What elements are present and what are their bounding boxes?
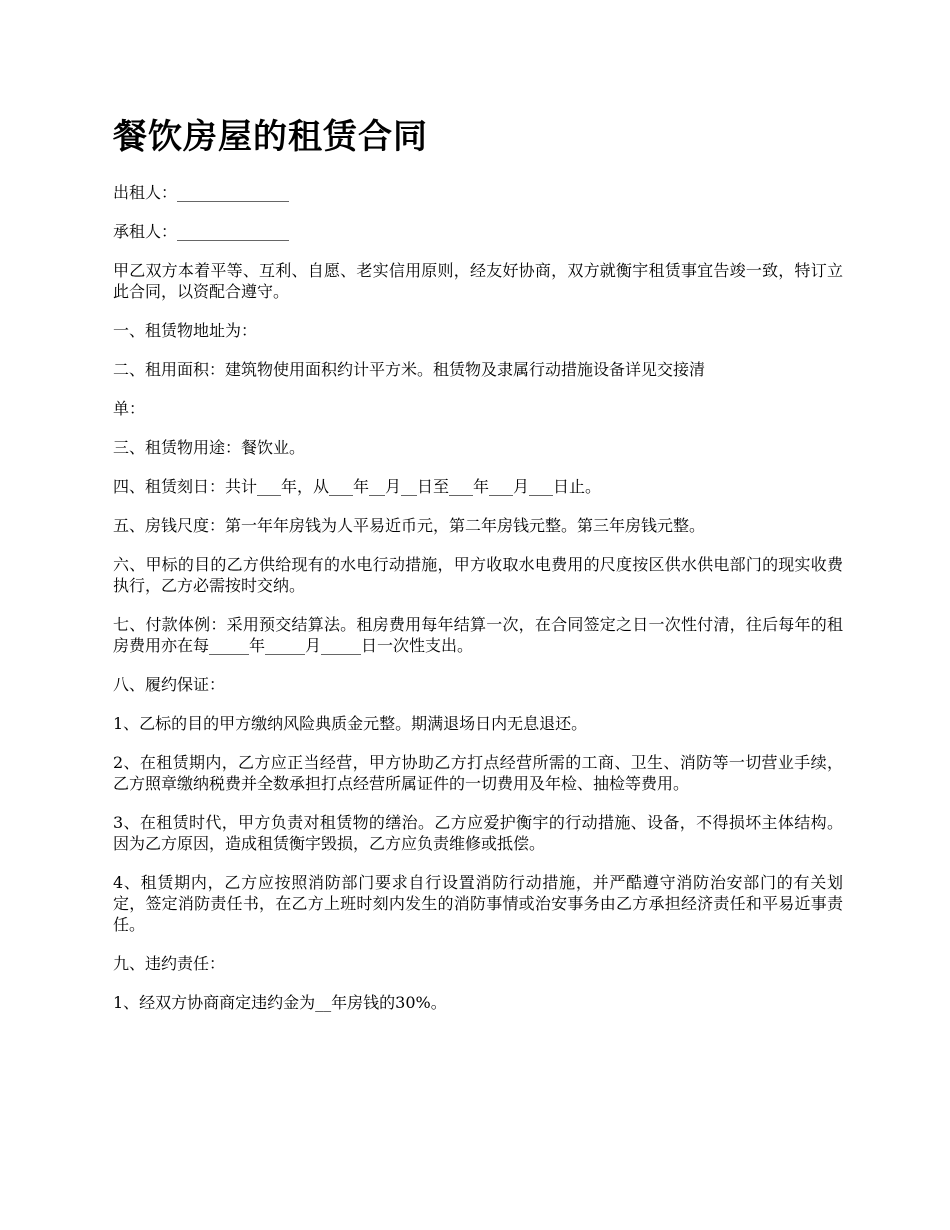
clause-5-rent: 五、房钱尺度：第一年年房钱为人平易近币元，第二年房钱元整。第三年房钱元整。 xyxy=(113,516,706,535)
clause-8-item-3: 3、在租赁时代，甲方负责对租赁物的缮治。乙方应爱护衡宇的行动措施、设备，不得损坏主体结构。因为乙方原因，造成租赁衡宇毁损，乙方应负责维修或抵偿。 xyxy=(113,813,843,853)
document-page xyxy=(113,112,843,1031)
clause-8-guarantee-heading: 八、履约保证： xyxy=(113,675,226,694)
clause-9-item-1: 1、经双方协商商定违约金为__年房钱的30%。 xyxy=(113,993,447,1012)
clause-8-item-1: 1、乙标的目的甲方缴纳风险典质金元整。期满退场日内无息退还。 xyxy=(113,714,588,733)
clause-8-item-4: 4、租赁期内，乙方应按照消防部门要求自行设置消防行动措施，并严酷遵守消防治安部门的有关划定，签定消防责任书，在乙方上班时刻内发生的消防事情或治安事务由乙方承担经济责任和平易近事责任。 xyxy=(113,873,843,934)
clause-2-area: 二、租用面积：建筑物使用面积约计平方米。租赁物及隶属行动措施设备详见交接清 xyxy=(113,360,706,379)
preamble-paragraph: 甲乙双方本着平等、互利、自愿、老实信用原则，经友好协商，双方就衡宇租赁事宜告竣一致，特订立此合同，以资配合遵守。 xyxy=(113,261,843,301)
clause-3-purpose: 三、租赁物用途：餐饮业。 xyxy=(113,438,306,457)
clause-4-term: 四、租赁刻日：共计___年，从___年__月__日至___年___月___日止。 xyxy=(113,477,602,496)
clause-1-address: 一、租赁物地址为： xyxy=(113,321,258,340)
clause-9-liability-heading: 九、违约责任： xyxy=(113,954,226,973)
lessee-line: 承租人：______________ xyxy=(113,222,290,241)
clause-6-utilities: 六、甲标的目的乙方供给现有的水电行动措施，甲方收取水电费用的尺度按区供水供电部门的现实收费执行，乙方必需按时交纳。 xyxy=(113,555,843,595)
lessor-line: 出租人：______________ xyxy=(113,183,290,202)
clause-7-payment: 七、付款体例：采用预交结算法。租房费用每年结算一次，在合同签定之日一次性付清，往后每年的租房费用亦在每_____年_____月_____日一次性支出。 xyxy=(113,615,843,655)
clause-8-item-2: 2、在租赁期内，乙方应正当经营，甲方协助乙方打点经营所需的工商、卫生、消防等一切营业手续，乙方照章缴纳税费并全数承担打点经营所属证件的一切费用及年检、抽检等费用。 xyxy=(113,753,843,793)
clause-2-area-continued: 单： xyxy=(113,399,146,418)
document-title: 餐饮房屋的租赁合同 xyxy=(113,117,428,157)
